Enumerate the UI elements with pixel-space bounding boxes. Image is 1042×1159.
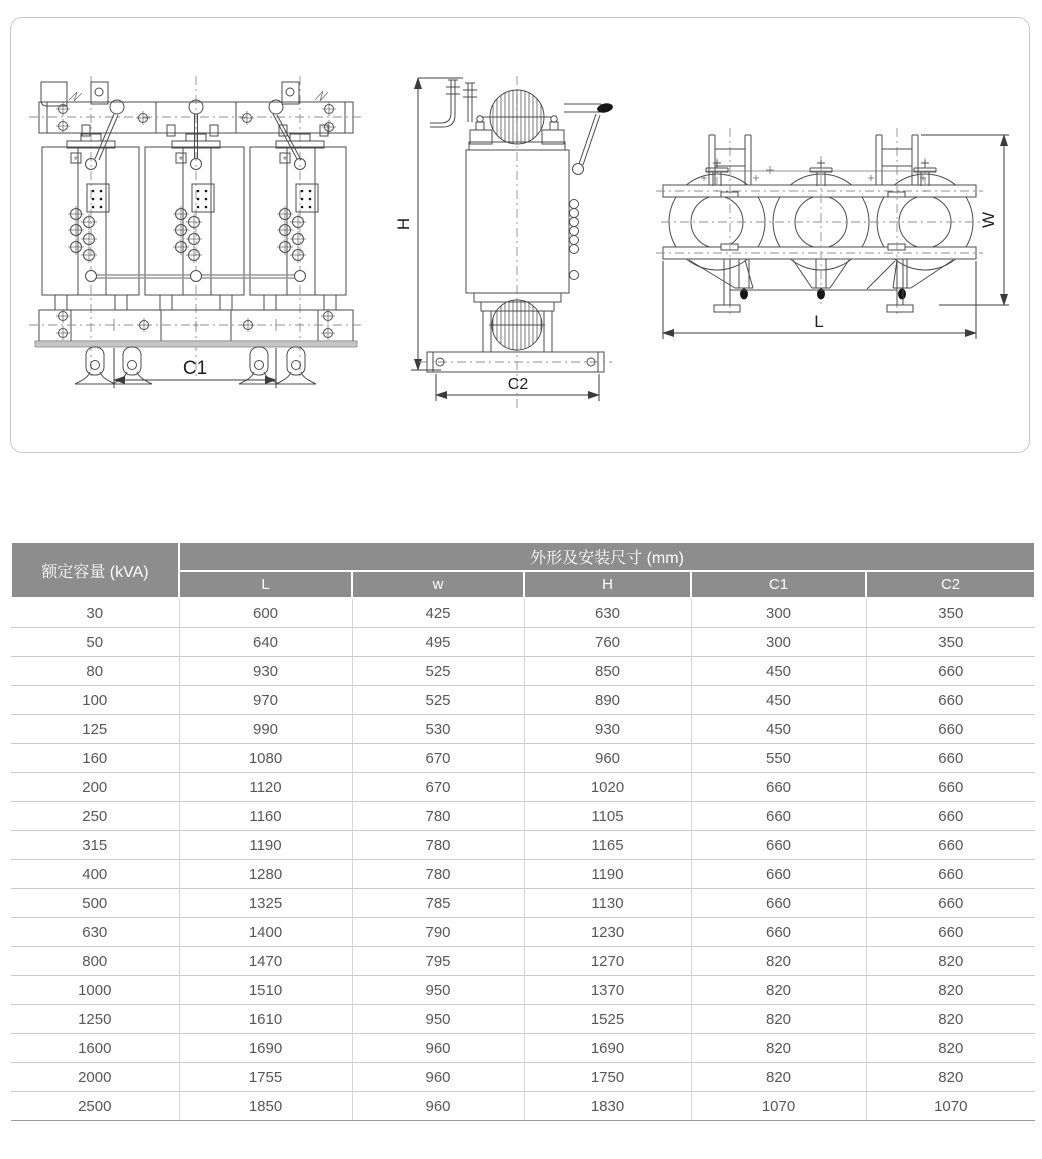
table-cell: 660 — [691, 889, 866, 918]
top-view — [656, 128, 1009, 339]
dimension-h — [394, 78, 463, 370]
capacity-header: 额定容量 (kVA) — [11, 542, 179, 598]
table-cell: 600 — [179, 598, 352, 628]
table-cell: 660 — [866, 715, 1035, 744]
dimensions-group-header: 外形及安装尺寸 (mm) — [179, 542, 1035, 571]
table-cell: 1830 — [524, 1092, 691, 1121]
dimension-w — [921, 135, 1009, 305]
table-cell: 780 — [352, 860, 524, 889]
table-cell: 1325 — [179, 889, 352, 918]
table-cell: 660 — [691, 802, 866, 831]
table-cell: 960 — [352, 1034, 524, 1063]
table-row — [11, 889, 1035, 918]
table-cell: 630 — [524, 598, 691, 628]
table-cell: 970 — [179, 686, 352, 715]
table-row — [11, 773, 1035, 802]
table-cell: 990 — [179, 715, 352, 744]
col-header-c1: C1 — [691, 571, 866, 598]
table-cell: 780 — [352, 831, 524, 860]
table-row — [11, 715, 1035, 744]
table-row — [11, 744, 1035, 773]
dimension-c2 — [436, 374, 599, 401]
table-row — [11, 1034, 1035, 1063]
table-cell: 1470 — [179, 947, 352, 976]
table-cell: 1610 — [179, 1005, 352, 1034]
table-row — [11, 1005, 1035, 1034]
table-cell: 760 — [524, 628, 691, 657]
table-row — [11, 598, 1035, 628]
table-cell: 300 — [691, 598, 866, 628]
table-cell: 890 — [524, 686, 691, 715]
table-cell: 1755 — [179, 1063, 352, 1092]
table-row — [11, 947, 1035, 976]
table-cell: 530 — [352, 715, 524, 744]
table-cell: 1230 — [524, 918, 691, 947]
table-row — [11, 686, 1035, 715]
top-coil-section — [469, 90, 565, 150]
table-cell: 660 — [866, 831, 1035, 860]
table-cell: 1690 — [524, 1034, 691, 1063]
table-cell: 660 — [866, 860, 1035, 889]
table-cell: 1165 — [524, 831, 691, 860]
base-channel — [419, 352, 612, 372]
table-cell: 1850 — [179, 1092, 352, 1121]
table-cell: 660 — [866, 744, 1035, 773]
table-cell: 1690 — [179, 1034, 352, 1063]
col-header-w: w — [352, 571, 524, 598]
table-row — [11, 1092, 1035, 1121]
table-cell: 820 — [691, 1005, 866, 1034]
dimension-label-h: H — [394, 217, 413, 231]
table-cell: 820 — [691, 1063, 866, 1092]
table-cell: 1130 — [524, 889, 691, 918]
col-header-c2: C2 — [866, 571, 1035, 598]
table-cell: 930 — [524, 715, 691, 744]
table-cell: 125 — [11, 715, 179, 744]
table-cell: 785 — [352, 889, 524, 918]
dimension-label-c1: C1 — [182, 358, 208, 379]
table-cell: 660 — [866, 889, 1035, 918]
table-row — [11, 657, 1035, 686]
table-cell: 960 — [352, 1092, 524, 1121]
table-row — [11, 628, 1035, 657]
table-cell: 1525 — [524, 1005, 691, 1034]
table-cell: 1020 — [524, 773, 691, 802]
table-cell: 450 — [691, 686, 866, 715]
bottom-rails — [714, 259, 913, 312]
table-cell: 1105 — [524, 802, 691, 831]
col-header-l: L — [179, 571, 352, 598]
table-cell: 300 — [691, 628, 866, 657]
table-row — [11, 1063, 1035, 1092]
dimension-c1 — [114, 348, 276, 388]
table-cell: 1190 — [524, 860, 691, 889]
table-row — [11, 918, 1035, 947]
side-view — [394, 76, 614, 410]
table-cell: 795 — [352, 947, 524, 976]
coil-legs — [55, 295, 336, 310]
table-cell: 525 — [352, 686, 524, 715]
table-cell: 820 — [691, 947, 866, 976]
table-cell: 1280 — [179, 860, 352, 889]
tap-changer-handle — [564, 102, 614, 175]
table-cell: 2500 — [11, 1092, 179, 1121]
table-cell: 450 — [691, 715, 866, 744]
table-cell: 670 — [352, 744, 524, 773]
table-cell: 640 — [179, 628, 352, 657]
table-cell: 350 — [866, 598, 1035, 628]
table-cell: 960 — [352, 1063, 524, 1092]
table-cell: 630 — [11, 918, 179, 947]
table-cell: 660 — [866, 802, 1035, 831]
drawing-panel — [10, 17, 1030, 453]
table-row — [11, 976, 1035, 1005]
table-cell: 1080 — [179, 744, 352, 773]
table-cell: 50 — [11, 628, 179, 657]
top-pipes — [430, 80, 477, 127]
table-cell: 500 — [11, 889, 179, 918]
table-cell: 1750 — [524, 1063, 691, 1092]
table-cell: 1370 — [524, 976, 691, 1005]
table-cell: 80 — [11, 657, 179, 686]
spec-table — [10, 541, 1036, 1121]
table-cell: 425 — [352, 598, 524, 628]
bottom-beam — [29, 309, 361, 347]
table-cell: 820 — [866, 1034, 1035, 1063]
terminal-block — [87, 184, 318, 212]
table-cell: 850 — [524, 657, 691, 686]
table-cell: 960 — [524, 744, 691, 773]
transformer-body — [466, 150, 569, 293]
table-cell: 1120 — [179, 773, 352, 802]
table-cell: 820 — [866, 1063, 1035, 1092]
table-row — [11, 831, 1035, 860]
table-cell: 1250 — [11, 1005, 179, 1034]
table-row — [11, 802, 1035, 831]
table-cell: 660 — [866, 657, 1035, 686]
dimension-label-c2: C2 — [507, 376, 529, 393]
table-cell: 660 — [866, 918, 1035, 947]
table-cell: 930 — [179, 657, 352, 686]
table-cell: 820 — [866, 976, 1035, 1005]
table-cell: 2000 — [11, 1063, 179, 1092]
table-cell: 1400 — [179, 918, 352, 947]
dimension-label-l: L — [814, 312, 824, 331]
table-cell: 670 — [352, 773, 524, 802]
table-cell: 780 — [352, 802, 524, 831]
transformer-drawings — [11, 18, 1029, 452]
table-cell: 660 — [691, 860, 866, 889]
table-cell: 1510 — [179, 976, 352, 1005]
side-terminals — [570, 200, 579, 280]
table-cell: 820 — [691, 976, 866, 1005]
table-cell: 800 — [11, 947, 179, 976]
table-cell: 1070 — [866, 1092, 1035, 1121]
table-cell: 315 — [11, 831, 179, 860]
table-cell: 200 — [11, 773, 179, 802]
table-cell: 450 — [691, 657, 866, 686]
table-cell: 950 — [352, 1005, 524, 1034]
table-cell: 660 — [866, 686, 1035, 715]
table-cell: 660 — [691, 918, 866, 947]
table-cell: 495 — [352, 628, 524, 657]
table-cell: 350 — [866, 628, 1035, 657]
col-header-h: H — [524, 571, 691, 598]
table-cell: 1600 — [11, 1034, 179, 1063]
table-cell: 1070 — [691, 1092, 866, 1121]
table-cell: 660 — [691, 831, 866, 860]
table-cell: 525 — [352, 657, 524, 686]
table-cell: 550 — [691, 744, 866, 773]
table-cell: 400 — [11, 860, 179, 889]
table-body — [11, 598, 1035, 1121]
lv-terminal — [893, 259, 911, 300]
dimension-label-w: W — [979, 211, 998, 229]
table-row — [11, 860, 1035, 889]
front-view — [29, 76, 361, 388]
table-cell: 820 — [866, 947, 1035, 976]
table-cell: 820 — [866, 1005, 1035, 1034]
table-cell: 1190 — [179, 831, 352, 860]
table-cell: 100 — [11, 686, 179, 715]
table-cell: 820 — [691, 1034, 866, 1063]
table-cell: 1270 — [524, 947, 691, 976]
table-cell: 160 — [11, 744, 179, 773]
table-cell: 660 — [866, 773, 1035, 802]
table-cell: 1000 — [11, 976, 179, 1005]
bottom-structure — [474, 293, 561, 352]
table-cell: 250 — [11, 802, 179, 831]
table-cell: 30 — [11, 598, 179, 628]
table-cell: 1160 — [179, 802, 352, 831]
table-header — [11, 542, 1035, 598]
table-cell: 660 — [691, 773, 866, 802]
table-cell: 790 — [352, 918, 524, 947]
table-cell: 950 — [352, 976, 524, 1005]
